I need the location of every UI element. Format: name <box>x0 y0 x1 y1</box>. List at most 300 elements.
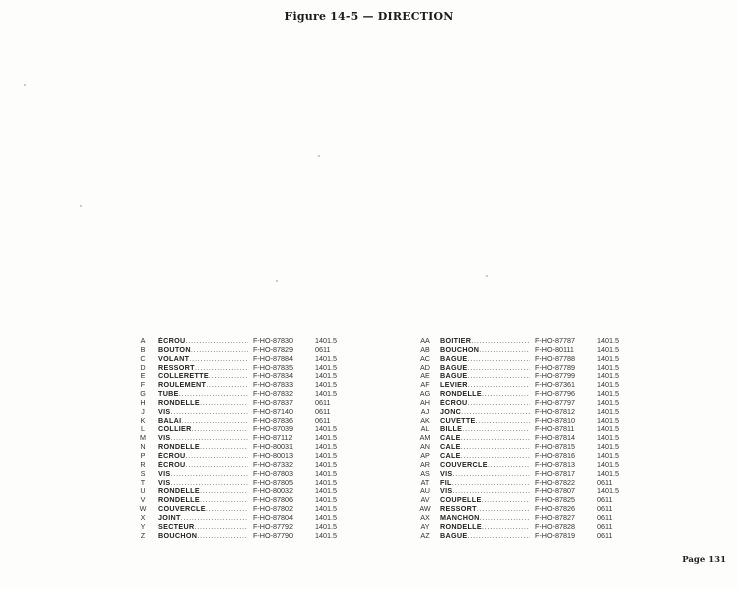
part-name <box>440 452 530 461</box>
part-row <box>136 532 345 541</box>
part-name <box>440 514 530 523</box>
part-name <box>440 487 530 496</box>
part-name-label: RESSORT <box>440 505 477 514</box>
part-name <box>440 461 530 470</box>
dot-leader <box>467 355 530 364</box>
part-code: 0611 <box>597 495 613 505</box>
part-ref: F <box>140 380 146 390</box>
part-row <box>136 364 345 373</box>
part-name <box>158 470 248 479</box>
part-ref: AZ <box>420 530 430 540</box>
part-code: 1401.5 <box>315 450 337 460</box>
part-name-label: RONDELLE <box>440 390 482 399</box>
part-code: 0611 <box>315 344 331 354</box>
part-code: 1401.5 <box>597 486 619 496</box>
part-name <box>440 479 530 488</box>
part-row <box>136 381 345 390</box>
part-name-label: VIS <box>158 469 171 478</box>
part-name <box>440 346 530 355</box>
dot-leader <box>477 505 530 514</box>
part-ref: X <box>140 512 146 522</box>
part-code: 1401.5 <box>315 353 337 363</box>
part-name <box>440 443 530 452</box>
part-name-label: VOLANT <box>158 354 190 363</box>
dot-leader <box>453 470 531 479</box>
part-row <box>418 514 627 523</box>
part-ref: AX <box>420 512 430 522</box>
dot-leader <box>488 461 530 470</box>
dot-leader <box>206 505 248 514</box>
part-ref: L <box>141 424 145 434</box>
part-name-label: LEVIER <box>440 381 468 390</box>
part-code: 1401.5 <box>315 486 337 496</box>
part-code: 0611 <box>597 477 613 487</box>
part-number: F-HO-87806 <box>253 495 293 505</box>
part-name <box>440 470 530 479</box>
part-number: F-HO-87797 <box>535 397 575 407</box>
part-row <box>418 523 627 532</box>
part-code: 1401.5 <box>597 362 619 372</box>
part-name-label: ÉCROU <box>440 398 468 407</box>
part-code: 1401.5 <box>597 336 619 345</box>
dot-leader <box>200 399 248 408</box>
part-number: F-HO-80013 <box>253 450 293 460</box>
part-name <box>158 523 248 532</box>
part-code: 1401.5 <box>315 459 337 469</box>
part-row <box>136 470 345 479</box>
part-name-label: RONDELLE <box>158 443 200 452</box>
part-row <box>136 496 345 505</box>
scan-speck <box>276 280 278 282</box>
part-name-label: CALE <box>440 443 461 452</box>
part-number: F-HO-87810 <box>535 415 575 425</box>
dot-leader <box>171 408 249 417</box>
scan-speck <box>486 275 488 277</box>
part-ref: G <box>140 389 146 399</box>
part-row <box>136 408 345 417</box>
part-code: 1401.5 <box>315 477 337 487</box>
part-name <box>440 408 530 417</box>
part-name-label: BAGUE <box>440 363 468 372</box>
part-name <box>158 532 248 541</box>
part-ref: AM <box>419 433 431 443</box>
part-name-label: RESSORT <box>158 363 195 372</box>
part-number: F-HO-87112 <box>253 433 293 443</box>
part-name-label: FIL <box>440 478 452 487</box>
part-row <box>136 417 345 426</box>
part-code: 1401.5 <box>597 406 619 416</box>
part-ref: AV <box>420 495 430 505</box>
part-name-label: JOINT <box>158 513 181 522</box>
part-number: F-HO-87830 <box>253 336 293 345</box>
part-code: 1401.5 <box>597 433 619 443</box>
dot-leader <box>452 479 530 488</box>
part-code: 0611 <box>315 406 331 416</box>
part-name <box>440 372 530 381</box>
page-title: Figure 14-5 — DIRECTION <box>284 10 454 23</box>
dot-leader <box>179 390 248 399</box>
part-number: F-HO-87813 <box>535 459 575 469</box>
part-row <box>418 496 627 505</box>
part-ref: AJ <box>420 406 430 416</box>
part-code: 1401.5 <box>597 450 619 460</box>
dot-leader <box>191 346 248 355</box>
part-code: 0611 <box>597 521 613 531</box>
dot-leader <box>200 443 248 452</box>
part-name-label: BOUTON <box>158 345 191 354</box>
part-number: F-HO-87039 <box>253 424 293 434</box>
part-name <box>440 505 530 514</box>
part-code: 0611 <box>597 504 613 514</box>
dot-leader <box>461 452 530 461</box>
dot-leader <box>189 355 248 364</box>
part-number: F-HO-87819 <box>535 530 575 540</box>
part-row <box>418 355 627 364</box>
part-ref: V <box>140 495 146 505</box>
dot-leader <box>181 417 248 426</box>
dot-leader <box>185 452 248 461</box>
part-row <box>136 523 345 532</box>
part-number: F-HO-87817 <box>535 468 575 478</box>
part-name <box>158 408 248 417</box>
part-code: 1401.5 <box>315 424 337 434</box>
part-name <box>158 514 248 523</box>
part-number: F-HO-87812 <box>535 406 575 416</box>
part-number: F-HO-87787 <box>535 336 575 345</box>
part-number: F-HO-87884 <box>253 353 293 363</box>
part-name-label: BILLE <box>440 425 463 434</box>
part-row <box>136 425 345 434</box>
part-ref: AH <box>420 397 430 407</box>
part-name-label: COUVERCLE <box>158 505 206 514</box>
part-ref: AG <box>419 389 431 399</box>
part-row <box>136 479 345 488</box>
part-row <box>136 487 345 496</box>
part-name <box>158 355 248 364</box>
part-row <box>418 408 627 417</box>
parts-list-right <box>418 337 627 540</box>
part-name <box>440 390 530 399</box>
part-ref: AW <box>419 504 431 514</box>
part-row <box>418 337 627 346</box>
dot-leader <box>197 532 248 541</box>
part-row <box>418 381 627 390</box>
parts-list-left <box>136 337 345 540</box>
part-number: F-HO-87811 <box>535 424 575 434</box>
part-row <box>136 337 345 346</box>
part-code: 1401.5 <box>315 495 337 505</box>
part-row <box>136 399 345 408</box>
part-name <box>158 496 248 505</box>
part-code: 1401.5 <box>597 371 619 381</box>
part-code: 1401.5 <box>315 504 337 514</box>
part-number: F-HO-87833 <box>253 380 293 390</box>
part-ref: AA <box>420 336 430 345</box>
part-ref: AD <box>420 362 430 372</box>
part-code: 1401.5 <box>315 468 337 478</box>
dot-leader <box>467 399 530 408</box>
part-name-label: VIS <box>440 487 453 496</box>
part-name-label: BAGUE <box>440 372 468 381</box>
part-row <box>136 452 345 461</box>
part-name <box>440 355 530 364</box>
part-code: 1401.5 <box>315 362 337 372</box>
part-name-label: ÉCROU <box>158 460 186 469</box>
part-code: 1401.5 <box>597 397 619 407</box>
part-row <box>418 417 627 426</box>
part-row <box>418 461 627 470</box>
part-name <box>440 425 530 434</box>
part-number: F-HO-87805 <box>253 477 293 487</box>
part-name <box>440 532 530 541</box>
part-row <box>418 372 627 381</box>
part-ref: S <box>140 468 146 478</box>
part-row <box>136 434 345 443</box>
scan-speck <box>318 155 320 157</box>
part-ref: N <box>140 442 146 452</box>
part-number: F-HO-87815 <box>535 442 575 452</box>
part-name-label: RONDELLE <box>440 522 482 531</box>
part-name <box>440 381 530 390</box>
part-ref: AR <box>420 459 430 469</box>
part-number: F-HO-87799 <box>535 371 575 381</box>
part-ref: Z <box>140 530 146 540</box>
part-name-label: ROULEMENT <box>158 381 207 390</box>
part-number: F-HO-87804 <box>253 512 293 522</box>
part-name-label: VIS <box>158 434 171 443</box>
part-number: F-HO-87827 <box>535 512 575 522</box>
dot-leader <box>480 514 530 523</box>
part-code: 1401.5 <box>597 415 619 425</box>
dot-leader <box>185 337 248 346</box>
part-name <box>158 434 248 443</box>
part-name-label: ÉCROU <box>158 451 186 460</box>
part-name <box>440 496 530 505</box>
part-name <box>158 337 248 346</box>
dot-leader <box>468 381 530 390</box>
part-name-label: TUBE <box>158 390 179 399</box>
part-row <box>418 425 627 434</box>
part-name-label: COUVERCLE <box>440 460 488 469</box>
part-row <box>136 505 345 514</box>
dot-leader <box>482 496 530 505</box>
part-ref: D <box>140 362 146 372</box>
part-ref: T <box>140 477 146 487</box>
part-name <box>440 434 530 443</box>
part-row <box>136 514 345 523</box>
part-code: 1401.5 <box>597 344 619 354</box>
part-code: 1401.5 <box>315 389 337 399</box>
part-name-label: CALE <box>440 434 461 443</box>
part-number: F-HO-87834 <box>253 371 293 381</box>
dot-leader <box>462 425 530 434</box>
part-code: 1401.5 <box>315 442 337 452</box>
part-ref: B <box>140 344 146 354</box>
part-row <box>136 390 345 399</box>
part-row <box>136 443 345 452</box>
part-name-label: CALE <box>440 451 461 460</box>
part-ref: AT <box>420 477 430 487</box>
part-name-label: BOUCHON <box>158 531 198 540</box>
part-number: F-HO-87332 <box>253 459 293 469</box>
part-number: F-HO-87796 <box>535 389 575 399</box>
part-number: F-HO-87832 <box>253 389 293 399</box>
scan-speck <box>80 205 82 207</box>
dot-leader <box>482 523 530 532</box>
part-ref: AB <box>420 344 430 354</box>
part-number: F-HO-87816 <box>535 450 575 460</box>
part-name-label: BAGUE <box>440 531 468 540</box>
part-code: 1401.5 <box>315 512 337 522</box>
part-ref: AL <box>420 424 430 434</box>
part-code: 1401.5 <box>315 521 337 531</box>
part-number: F-HO-87837 <box>253 397 293 407</box>
part-number: F-HO-87836 <box>253 415 293 425</box>
part-row <box>136 461 345 470</box>
part-name <box>158 487 248 496</box>
part-ref: J <box>141 406 145 416</box>
dot-leader <box>206 381 248 390</box>
part-number: F-HO-87788 <box>535 353 575 363</box>
part-name-label: BAGUE <box>440 354 468 363</box>
part-name <box>158 399 248 408</box>
part-row <box>418 470 627 479</box>
part-code: 1401.5 <box>597 353 619 363</box>
part-name <box>158 461 248 470</box>
part-ref: M <box>140 433 146 443</box>
dot-leader <box>482 390 530 399</box>
part-ref: AU <box>420 486 430 496</box>
part-number: F-HO-87825 <box>535 495 575 505</box>
part-number: F-HO-87140 <box>253 406 293 416</box>
page-number: Page 131 <box>682 555 726 565</box>
part-name-label: COLLIER <box>158 425 192 434</box>
part-name-label: BOUCHON <box>440 345 480 354</box>
part-name-label: BALAI <box>158 416 182 425</box>
part-number: F-HO-80111 <box>535 344 574 354</box>
part-ref: AE <box>420 371 430 381</box>
part-name-label: ÉCROU <box>158 337 186 345</box>
dot-leader <box>461 434 530 443</box>
part-number: F-HO-87829 <box>253 344 293 354</box>
part-ref: AF <box>420 380 430 390</box>
part-ref: U <box>140 486 146 496</box>
part-number: F-HO-87814 <box>535 433 575 443</box>
part-number: F-HO-87803 <box>253 468 293 478</box>
part-number: F-HO-87835 <box>253 362 293 372</box>
part-name <box>158 372 248 381</box>
part-number: F-HO-80031 <box>253 442 293 452</box>
part-row <box>418 390 627 399</box>
part-code: 1401.5 <box>597 380 619 390</box>
part-name <box>440 523 530 532</box>
part-code: 1401.5 <box>315 371 337 381</box>
part-code: 1401.5 <box>597 468 619 478</box>
part-name <box>158 364 248 373</box>
part-name-label: JONC <box>440 407 462 416</box>
part-code: 1401.5 <box>315 433 337 443</box>
part-name-label: COUPELLE <box>440 496 482 505</box>
dot-leader <box>461 408 530 417</box>
part-row <box>418 364 627 373</box>
dot-leader <box>471 337 530 346</box>
part-name <box>158 452 248 461</box>
part-name <box>440 337 530 346</box>
part-name <box>158 425 248 434</box>
part-name-label: RONDELLE <box>158 487 200 496</box>
part-number: F-HO-87828 <box>535 521 575 531</box>
dot-leader <box>209 372 248 381</box>
part-number: F-HO-87822 <box>535 477 575 487</box>
part-row <box>418 532 627 541</box>
part-name <box>158 346 248 355</box>
part-name <box>440 399 530 408</box>
dot-leader <box>185 461 248 470</box>
part-row <box>418 505 627 514</box>
part-row <box>418 434 627 443</box>
dot-leader <box>461 443 530 452</box>
dot-leader <box>453 487 531 496</box>
dot-leader <box>467 364 530 373</box>
part-name <box>158 505 248 514</box>
part-name <box>440 417 530 426</box>
part-code: 0611 <box>315 415 331 425</box>
part-name-label: CUVETTE <box>440 416 476 425</box>
part-ref: K <box>140 415 146 425</box>
part-code: 0611 <box>315 397 331 407</box>
part-row <box>418 399 627 408</box>
part-ref: AK <box>420 415 430 425</box>
part-name-label: RONDELLE <box>158 496 200 505</box>
part-code: 0611 <box>597 530 613 540</box>
part-ref: AC <box>420 353 430 363</box>
part-row <box>418 346 627 355</box>
dot-leader <box>200 496 248 505</box>
dot-leader <box>171 470 249 479</box>
part-row <box>418 443 627 452</box>
part-code: 1401.5 <box>597 389 619 399</box>
part-number: F-HO-87802 <box>253 504 293 514</box>
part-code: 1401.5 <box>597 424 619 434</box>
part-name <box>158 390 248 399</box>
part-name <box>158 443 248 452</box>
part-number: F-HO-87826 <box>535 504 575 514</box>
part-number: F-HO-87789 <box>535 362 575 372</box>
part-ref: AY <box>420 521 430 531</box>
part-name-label: VIS <box>158 407 171 416</box>
part-name-label: MANCHON <box>440 513 480 522</box>
part-name-label: VIS <box>158 478 171 487</box>
dot-leader <box>181 514 248 523</box>
part-ref: P <box>140 450 146 460</box>
dot-leader <box>194 523 248 532</box>
dot-leader <box>476 417 530 426</box>
dot-leader <box>195 364 248 373</box>
part-number: F-HO-87361 <box>535 380 575 390</box>
part-name <box>440 364 530 373</box>
part-name-label: RONDELLE <box>158 398 200 407</box>
scan-speck <box>24 84 26 86</box>
dot-leader <box>171 479 249 488</box>
part-ref: W <box>139 504 147 514</box>
part-name-label: SECTEUR <box>158 522 195 531</box>
part-ref: AP <box>420 450 430 460</box>
dot-leader <box>467 532 530 541</box>
part-ref: R <box>140 459 146 469</box>
part-name <box>158 381 248 390</box>
part-ref: A <box>140 336 146 345</box>
part-code: 1401.5 <box>597 459 619 469</box>
